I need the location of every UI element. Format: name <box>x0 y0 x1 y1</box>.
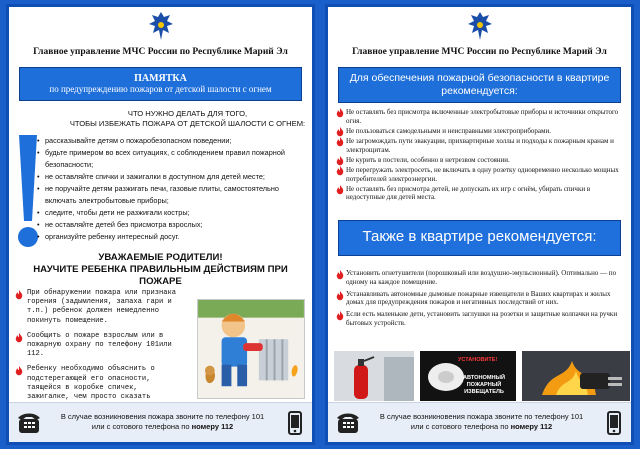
tip-text: Ребенку необходимо объяснить о подстерегающей его опасности, таящейся в коробке спичек, зажигалке, чем просто сказать <box>27 365 155 402</box>
list-item <box>336 156 623 165</box>
header-organization: Главное управление МЧС России по Республике Марий Эл <box>33 47 288 57</box>
tip-item <box>15 332 183 360</box>
phone-line2 <box>47 422 278 432</box>
recommendation-text: Установить огнетушители (порошковый или воздушно-эмульсионный). Оптимально — по одному на каждое помещение. <box>346 269 617 286</box>
section-heading-line2: ЧТОБЫ ИЗБЕЖАТЬ ПОЖАРА ОТ ДЕТСКОЙ ШАЛОСТИ С ОГНЕМ: <box>69 119 306 128</box>
fire-tips <box>15 289 183 417</box>
list-item <box>336 166 623 183</box>
memo-subtitle: по предупреждению пожаров от детской шалости с огнем <box>49 84 272 94</box>
rule-text: Не курить в постели, особенно в нетрезвом состоянии. <box>346 155 510 164</box>
apartment-safety-banner: Для обеспечения пожарной безопасности в квартире рекомендуется: <box>338 67 621 103</box>
rule-text: Не перегружать электросеть, не включать в одну розетку одновременно несколько мощных потребителей электроэнергии. <box>346 165 619 183</box>
flame-icon <box>336 311 344 321</box>
install-stamp: УСТАНОВИТЕ! <box>458 357 498 363</box>
fire-extinguisher-photo <box>334 351 414 401</box>
rule-text: Не загромождать пути эвакуации, прихвартирные холлы и подходы к пожарным кранам и электрощитам. <box>346 136 614 154</box>
smoke-detector-photo <box>420 351 516 401</box>
flame-icon <box>336 127 344 137</box>
flame-icon <box>336 291 344 301</box>
mchs-emblem-icon <box>467 11 493 41</box>
list-item <box>336 185 623 202</box>
flame-icon <box>15 366 23 376</box>
list-item: • не оставляйте детей без присмотра взрослых; <box>37 219 306 231</box>
list-item <box>336 290 623 308</box>
right-leaflet-panel <box>325 4 634 445</box>
flame-icon <box>336 185 344 195</box>
rule-text: Не оставлять без присмотра включенные электробытовые приборы и источники открытого огня. <box>346 108 619 125</box>
emergency-phone-box <box>328 402 631 442</box>
mobile-phone-icon <box>288 411 302 435</box>
burning-socket-photo <box>522 351 630 401</box>
parents-heading <box>17 252 304 288</box>
telephone-icon <box>336 411 360 435</box>
apartment-rules-list <box>336 108 623 204</box>
header-organization: Главное управление МЧС России по Республике Марий Эл <box>352 47 607 57</box>
list-item: • следите, чтобы дети не разжигали костры; <box>37 207 306 219</box>
flame-icon <box>336 156 344 166</box>
list-item: • не поручайте детям разжигать печи, газовые плиты, самостоятельно включать электробытовые приборы; <box>37 183 306 207</box>
parents-heading-line2: НАУЧИТЕ РЕБЕНКА ПРАВИЛЬНЫМ ДЕЙСТВИЯМ ПРИ ПОЖАРЕ <box>33 264 288 287</box>
phone-number-112: номеру 112 <box>191 422 234 431</box>
tip-text: Сообщить о пожаре взрослым или в пожарную охрану по телефону 101или 112. <box>27 331 172 359</box>
flame-icon <box>15 333 23 343</box>
memo-banner <box>19 67 302 101</box>
parents-heading-line1: УВАЖАЕМЫЕ РОДИТЕЛИ! <box>98 252 223 263</box>
phone-line1: В случае возникновения пожара звоните по телефону 101 <box>379 412 584 421</box>
recommendation-text: Если есть маленькие дети, установить заглушки на розетки и защитные колпачки на ручки бытовых устройств. <box>346 310 618 327</box>
list-item: • организуйте ребенку интересный досуг. <box>37 231 306 243</box>
list-item <box>336 127 623 136</box>
telephone-icon <box>17 411 41 435</box>
rule-text: Не пользоваться самодельными и неисправными электроприборами. <box>346 126 551 135</box>
recommendation-text: Устанавливать автономные дымовые пожарные извещатели в Ваших квартирах и жилых домах для предупреждения пожаров и негативных последствий от них. <box>346 289 611 307</box>
flame-icon <box>336 270 344 280</box>
phone-line2 <box>366 422 597 432</box>
emergency-phone-box <box>9 402 312 442</box>
phone-number-112: номеру 112 <box>510 422 553 431</box>
also-recommended-banner: Также в квартире рекомендуется: <box>338 220 621 256</box>
mchs-emblem-icon <box>148 11 174 41</box>
list-item: • рассказывайте детям о пожаробезопасном поведении; <box>37 135 306 147</box>
flame-icon <box>336 166 344 176</box>
photo-strip <box>334 351 625 401</box>
section-heading <box>69 109 306 129</box>
emergency-phone-text <box>47 412 278 432</box>
extra-recommendations-list <box>336 269 623 331</box>
list-item <box>336 137 623 154</box>
section-heading-line1: ЧТО НУЖНО ДЕЛАТЬ ДЛЯ ТОГО, <box>127 109 248 118</box>
flame-icon <box>336 137 344 147</box>
tip-text: При обнаружении пожара или признака горения (задымления, запаха гари и т.п.) ребенок должен немедленно покинуть помещение. <box>27 289 176 325</box>
memo-title: ПАМЯТКА <box>134 73 187 84</box>
advice-list <box>37 135 306 243</box>
phone-line2-prefix: или с сотового телефона по <box>410 422 511 431</box>
rule-text: Не оставлять без присмотра детей, не допускать их игр с огнём, убирать спички в недоступные для детей места. <box>346 184 591 202</box>
tip-item <box>15 289 183 326</box>
flame-icon <box>336 108 344 118</box>
list-item <box>336 269 623 287</box>
phone-line2-prefix: или с сотового телефона по <box>91 422 192 431</box>
child-firefighter-illustration <box>197 299 305 399</box>
list-item <box>336 108 623 125</box>
emergency-phone-text <box>366 412 597 432</box>
list-item <box>336 310 623 328</box>
flame-icon <box>15 290 23 300</box>
list-item: • будьте примером во всех ситуациях, с соблюдением правил пожарной безопасности; <box>37 147 306 171</box>
mobile-phone-icon <box>607 411 621 435</box>
list-item: • не оставляйте спички и зажигалки в доступном для детей месте; <box>37 171 306 183</box>
left-leaflet-panel <box>6 4 315 445</box>
detector-label: АВТОНОМНЫЙ ПОЖАРНЫЙ ИЗВЕЩАТЕЛЬ <box>462 375 506 395</box>
phone-line1: В случае возникновения пожара звоните по телефону 101 <box>60 412 265 421</box>
